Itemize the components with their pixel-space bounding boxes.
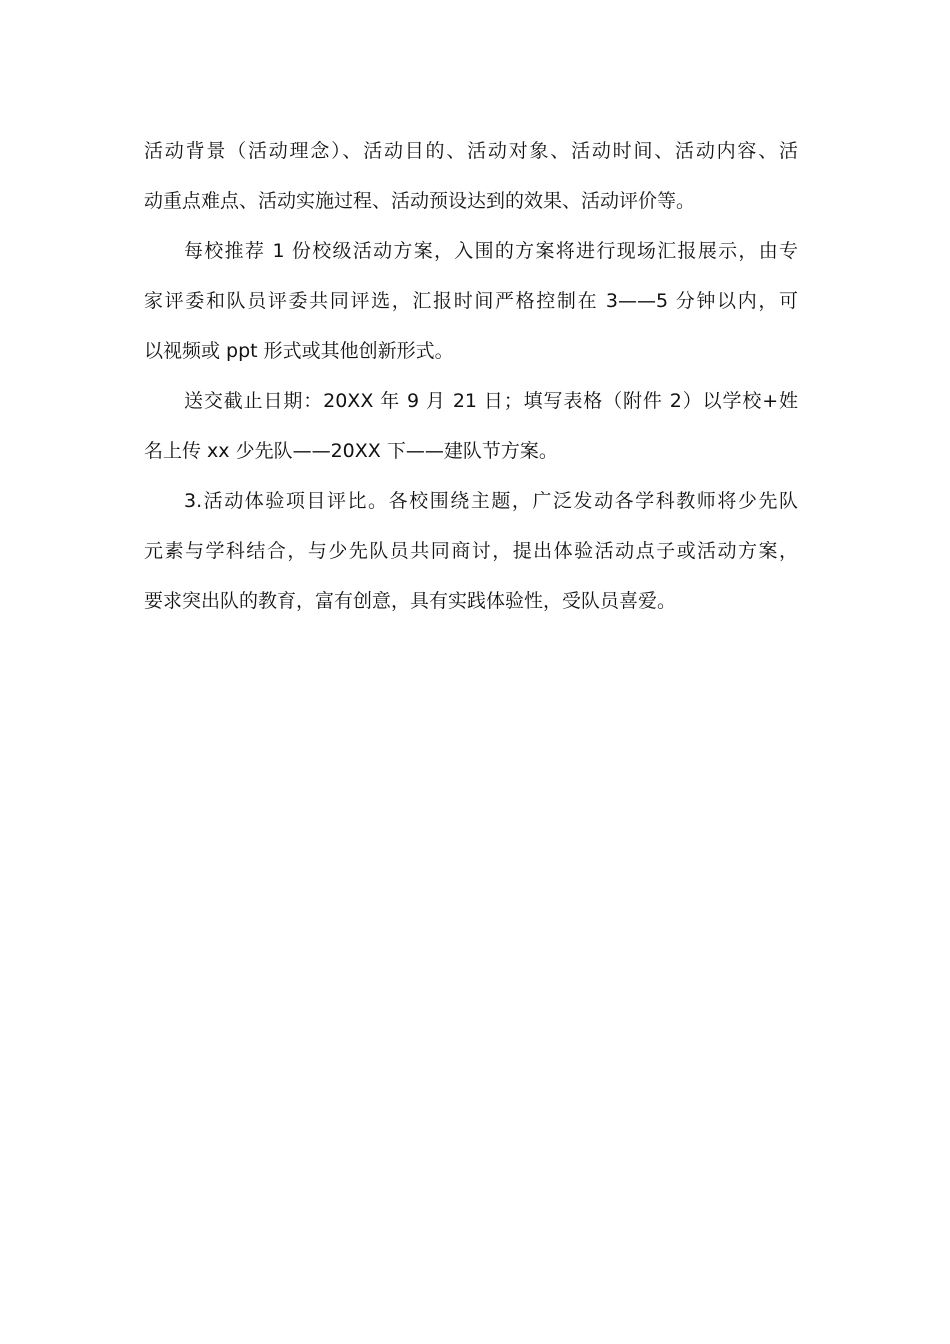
paragraph-line: 每校推荐 1 份校级活动方案，入围的方案将进行现场汇报展示，由专 [184, 240, 798, 262]
document-body [144, 126, 798, 626]
paragraph-school-recommendation [144, 226, 798, 376]
paragraph-line: 元素与学科结合，与少先队员共同商讨，提出体验活动点子或活动方案， [144, 540, 798, 562]
paragraph-activity-plan-contents [144, 126, 798, 226]
paragraph-line: 家评委和队员评委共同评选，汇报时间严格控制在 3——5 分钟以内，可 [144, 290, 798, 312]
paragraph-line: 动重点难点、活动实施过程、活动预设达到的效果、活动评价等。 [144, 190, 696, 212]
paragraph-experience-project [144, 476, 798, 626]
paragraph-line: 以视频或 ppt 形式或其他创新形式。 [144, 340, 454, 362]
paragraph-line: 3.活动体验项目评比。各校围绕主题，广泛发动各学科教师将少先队 [184, 490, 798, 512]
paragraph-line: 送交截止日期：20XX 年 9 月 21 日；填写表格（附件 2）以学校+姓 [184, 390, 798, 412]
paragraph-line: 活动背景（活动理念）、活动目的、活动对象、活动时间、活动内容、活 [144, 140, 798, 162]
paragraph-submission-deadline [144, 376, 798, 476]
paragraph-line: 要求突出队的教育，富有创意，具有实践体验性，受队员喜爱。 [144, 590, 677, 612]
paragraph-line: 名上传 xx 少先队——20XX 下——建队节方案。 [144, 440, 558, 462]
